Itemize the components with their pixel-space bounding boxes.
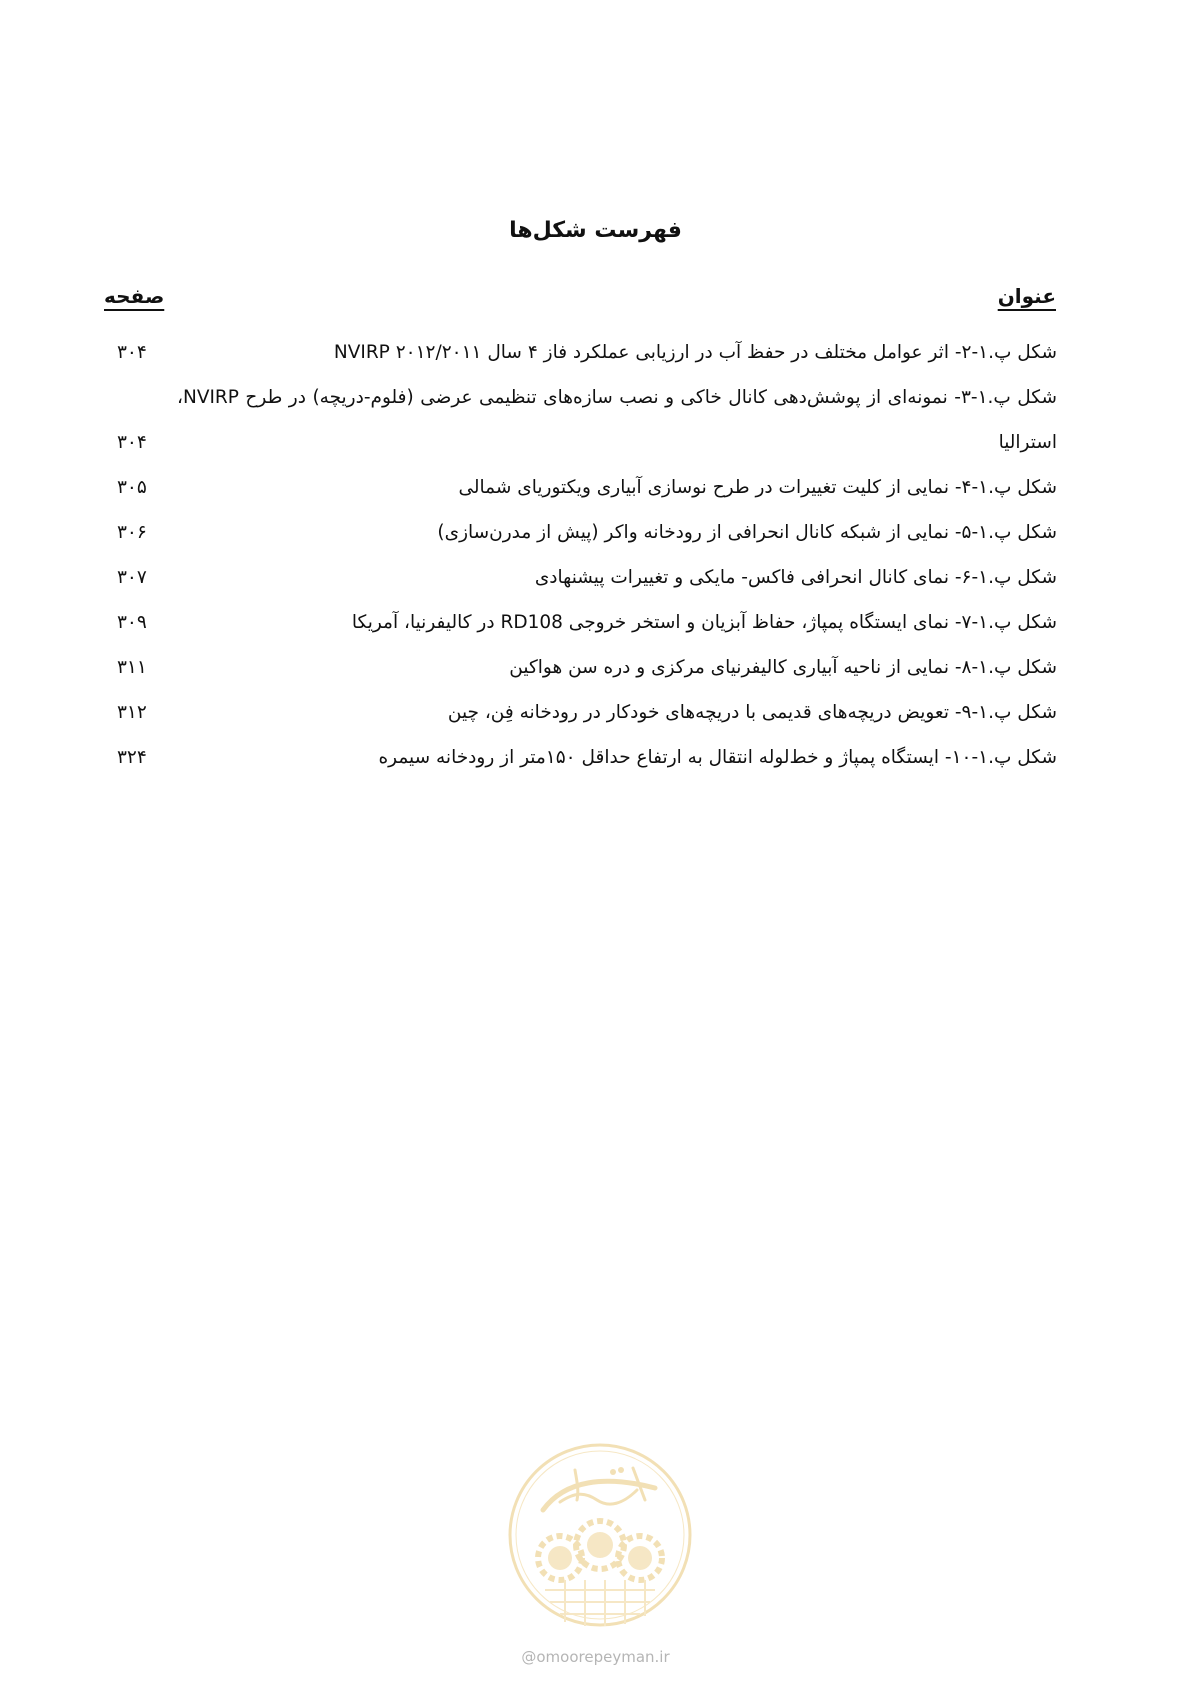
figure-caption: شکل پ.۱-۳- نمونه‌ای از پوشش‌دهی کانال خاکی و نصب سازه‌های تنظیمی عرضی (فلوم-دریچه) در طرح NVIRP، استرالیا	[177, 387, 1058, 453]
page-number: ۳۰۵	[117, 477, 147, 498]
gear-icon	[618, 1536, 662, 1580]
page-number: ۳۰۶	[117, 522, 147, 543]
page-number: ۳۰۹	[117, 612, 147, 633]
list-item[interactable]	[105, 645, 1057, 690]
figure-caption: شکل پ.۱-۱۰- ایستگاه پمپاژ و خط‌لوله انتقال به ارتفاع حداقل ۱۵۰متر از رودخانه سیمره	[378, 747, 1057, 768]
watermark-url: @omoorepeyman.ir	[521, 1648, 670, 1666]
list-item[interactable]	[105, 735, 1057, 780]
figure-caption: شکل پ.۱-۴- نمایی از کلیت تغییرات در طرح نوسازی آبیاری ویکتوریای شمالی	[458, 477, 1057, 498]
gear-icon	[538, 1536, 582, 1580]
list-item[interactable]	[105, 690, 1057, 735]
page-number: ۳۰۷	[117, 567, 147, 588]
figure-caption: شکل پ.۱-۷- نمای ایستگاه پمپاژ، حفاظ آبزیان و استخر خروجی RD108 در کالیفرنیا، آمریکا	[351, 612, 1057, 633]
figure-caption: شکل پ.۱-۹- تعویض دریچه‌های قدیمی با دریچه‌های خودکار در رودخانه فِن، چین	[447, 702, 1057, 723]
page-number: ۳۰۴	[117, 342, 147, 363]
figure-caption: شکل پ.۱-۵- نمایی از شبکه کانال انحرافی از رودخانه واکر (پیش از مدرن‌سازی)	[437, 522, 1057, 543]
title-column-header: عنوان	[997, 284, 1056, 308]
list-item[interactable]	[105, 600, 1057, 645]
list-item[interactable]	[105, 510, 1057, 555]
figure-caption: شکل پ.۱-۲- اثر عوامل مختلف در حفظ آب در ارزیابی عملکرد فاز ۴ سال ۲۰۱۲/۲۰۱۱ NVIRP	[333, 342, 1057, 363]
figure-caption: شکل پ.۱-۸- نمایی از ناحیه آبیاری کالیفرنیای مرکزی و دره سن هواکین	[509, 657, 1057, 678]
page-number: ۳۱۲	[117, 702, 147, 723]
list-item[interactable]	[105, 330, 1057, 375]
page-number: ۳۱۱	[117, 657, 147, 678]
figure-list	[105, 330, 1057, 780]
list-item[interactable]	[105, 465, 1057, 510]
page-title: فهرست شکل‌ها	[509, 218, 682, 243]
list-item[interactable]	[105, 555, 1057, 600]
list-item[interactable]	[105, 375, 1057, 465]
page-number: ۳۲۴	[117, 747, 147, 768]
page-number: ۳۰۴	[117, 432, 147, 453]
page-column-header: صفحه	[104, 284, 165, 308]
watermark-logo	[505, 1440, 695, 1630]
logo-script	[543, 1467, 655, 1510]
figure-caption: شکل پ.۱-۶- نمای کانال انحرافی فاکس- مایکی و تغییرات پیشنهادی	[534, 567, 1057, 588]
